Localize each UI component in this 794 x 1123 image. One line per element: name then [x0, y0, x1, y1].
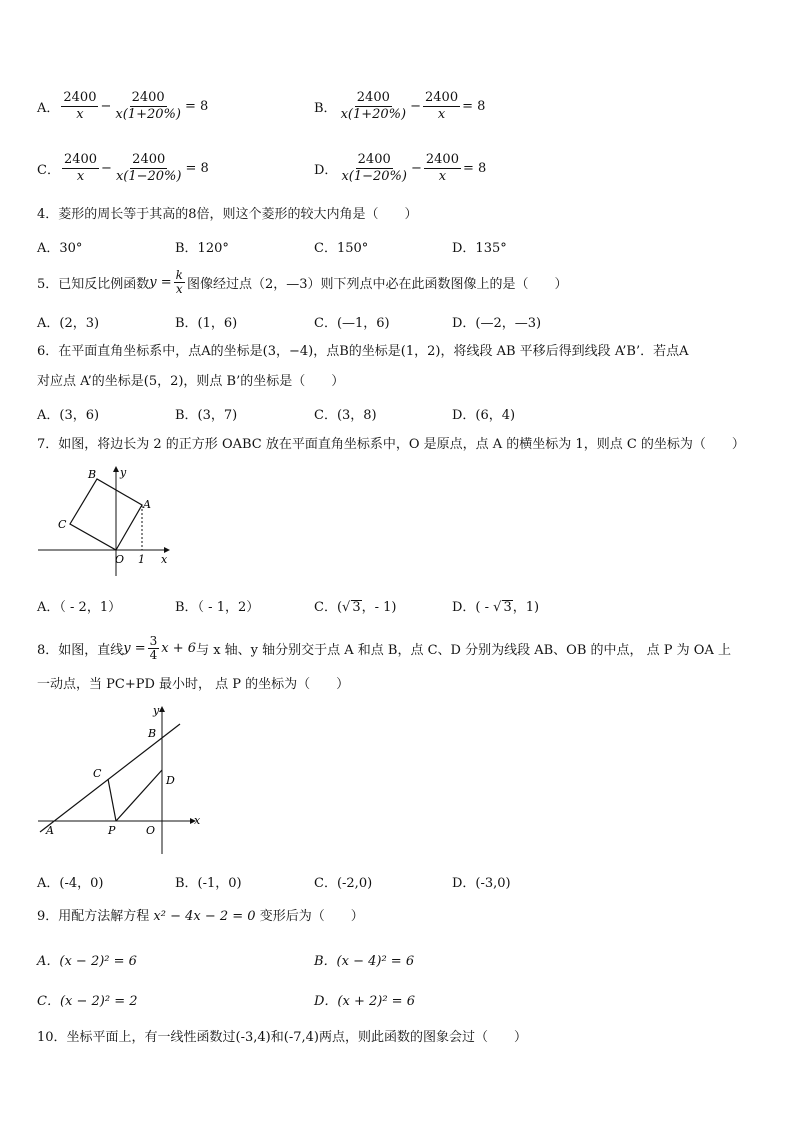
q5-stem: 5．已知反比例函数 y = $\frac{k}{x}$ 图像经过点（2，—3）则下列点中必在此函数图像上的是（ ） [37, 267, 568, 296]
q6-stem-line2: 对应点 A’的坐标是(5，2)，则点 B’的坐标是（ ） [37, 374, 345, 389]
q4-option-b: B．120° [175, 241, 229, 256]
q4-stem: 4．菱形的周长等于其高的8倍，则这个菱形的较大内角是（ ） [37, 207, 418, 222]
q7-figure-square-on-axes [36, 464, 176, 582]
label-c: C [58, 518, 67, 531]
q8-stem-line1: 8．如图，直线 y = $\frac{3}{4}$ x + 6 与 x 轴、y 轴分别交于点 A 和点 B，点 C、D 分别为线段 AB、OB 的中点， 点 P 为 OA 上 [37, 633, 731, 662]
fraction: $\frac{2400}{x}$ [425, 89, 459, 122]
q7-options [37, 596, 757, 616]
q9-options-row-2 [37, 990, 757, 1010]
y-axis-arrow [113, 466, 119, 472]
q5-option-a: A．(2，3) [37, 316, 100, 331]
label-c: C [93, 767, 102, 780]
fraction: $\frac{2400}{x}$ [63, 89, 97, 122]
label-d: D [166, 774, 175, 787]
segment-pd [116, 770, 162, 821]
label-b: B [148, 727, 157, 740]
q3-option-d: D． $\frac{2400}{x(1-20\%)}$ − $\frac{2400}{x}$ = 8 [314, 151, 487, 184]
fraction: $\frac{2400}{x(1-20\%)}$ [341, 151, 407, 184]
q4-option-a: A．30° [37, 241, 83, 256]
q3-options-row-1 [37, 84, 757, 128]
q5-options [37, 312, 757, 332]
line-ab [40, 724, 180, 832]
label-b: B [88, 468, 97, 481]
fraction: $\frac{3}{4}$ [149, 633, 158, 662]
q7-option-d: D．( - √ 3，1) [452, 600, 540, 615]
q3-options-row-2 [37, 146, 757, 190]
fraction: $\frac{2400}{x(1-20\%)}$ [115, 151, 182, 184]
label-y: y [153, 704, 160, 717]
label-one: 1 [138, 553, 145, 566]
fraction: $\frac{2400}{x}$ [425, 151, 459, 184]
label-o: O [115, 553, 125, 566]
fraction: $\frac{2400}{x(1+20\%)}$ [115, 89, 181, 122]
q8-option-a: A．(-4，0) [37, 876, 104, 891]
q6-option-b: B．(3，7) [175, 408, 238, 423]
q4-option-d: D．135° [452, 241, 507, 256]
label-x: x [194, 814, 201, 827]
q8-stem-line2: 一动点，当 PC+PD 最小时， 点 P 的坐标为（ ） [37, 677, 350, 692]
label-y: y [120, 466, 127, 479]
q6-option-c: C．(3，8) [314, 408, 377, 423]
q7-option-b: B．（ - 1，2） [175, 600, 260, 615]
q3-option-b: B． $\frac{2400}{x(1+20\%)}$ − $\frac{2400}{x}$ = 8 [314, 89, 486, 122]
q3-option-a: A． $\frac{2400}{x}$ − $\frac{2400}{x(1+20\%)}$ = 8 [37, 89, 209, 122]
q6-option-a: A．(3，6) [37, 408, 100, 423]
q6-options [37, 404, 757, 424]
q7-stem: 7．如图，将边长为 2 的正方形 OABC 放在平面直角坐标系中，O 是原点，点 A 的横坐标为 1，则点 C 的坐标为（ ） [37, 437, 745, 452]
q9-option-a: A．(x − 2)² = 6 [37, 954, 137, 969]
fraction: $\frac{k}{x}$ [175, 267, 183, 296]
q9-stem: 9．用配方法解方程 x² − 4x − 2 = 0 变形后为（ ） [37, 909, 364, 924]
label-p: P [108, 824, 116, 837]
segment-pc [108, 779, 116, 821]
y-axis-arrow [159, 706, 165, 712]
q5-option-c: C．(—1，6) [314, 316, 390, 331]
q9-equation: x² − 4x − 2 = 0 [153, 909, 256, 924]
q9-option-c: C．(x − 2)² = 2 [37, 994, 138, 1009]
q7-option-a: A．（ - 2，1） [37, 600, 122, 615]
q9-option-d: D．(x + 2)² = 6 [314, 994, 415, 1009]
label-a: A [46, 824, 54, 837]
q5-option-d: D．(—2，—3) [452, 316, 542, 331]
q8-option-b: B．(-1，0) [175, 876, 242, 891]
q8-option-c: C．(-2,0) [314, 876, 373, 891]
q9-option-b: B．(x − 4)² = 6 [314, 954, 415, 969]
q5-option-b: B．(1，6) [175, 316, 238, 331]
label-x: x [161, 553, 168, 566]
q8-option-d: D．(-3,0) [452, 876, 511, 891]
square-oabc [70, 479, 142, 550]
q4-options [37, 237, 757, 257]
q8-figure-line-and-points [36, 704, 206, 856]
label-o: O [146, 824, 156, 837]
q6-option-d: D．(6，4) [452, 408, 516, 423]
q4-option-c: C．150° [314, 241, 369, 256]
fraction: $\frac{2400}{x(1+20\%)}$ [340, 89, 407, 122]
q8-options [37, 872, 757, 892]
q3-option-c: C． $\frac{2400}{x}$ − $\frac{2400}{x(1-20\%)}$ = 8 [37, 151, 209, 184]
q9-options-row-1 [37, 950, 757, 970]
q7-option-c: C．(√ 3，- 1) [314, 600, 397, 615]
q10-stem: 10．坐标平面上，有一线性函数过(-3,4)和(-7,4)两点，则此函数的图象会过（ ） [37, 1030, 527, 1045]
label-a: A [143, 498, 151, 511]
fraction: $\frac{2400}{x}$ [63, 151, 98, 184]
q6-stem-line1: 6．在平面直角坐标系中，点A的坐标是(3，−4)，点B的坐标是(1，2)，将线段 AB 平移后得到线段 A’B’．若点A [37, 344, 689, 359]
